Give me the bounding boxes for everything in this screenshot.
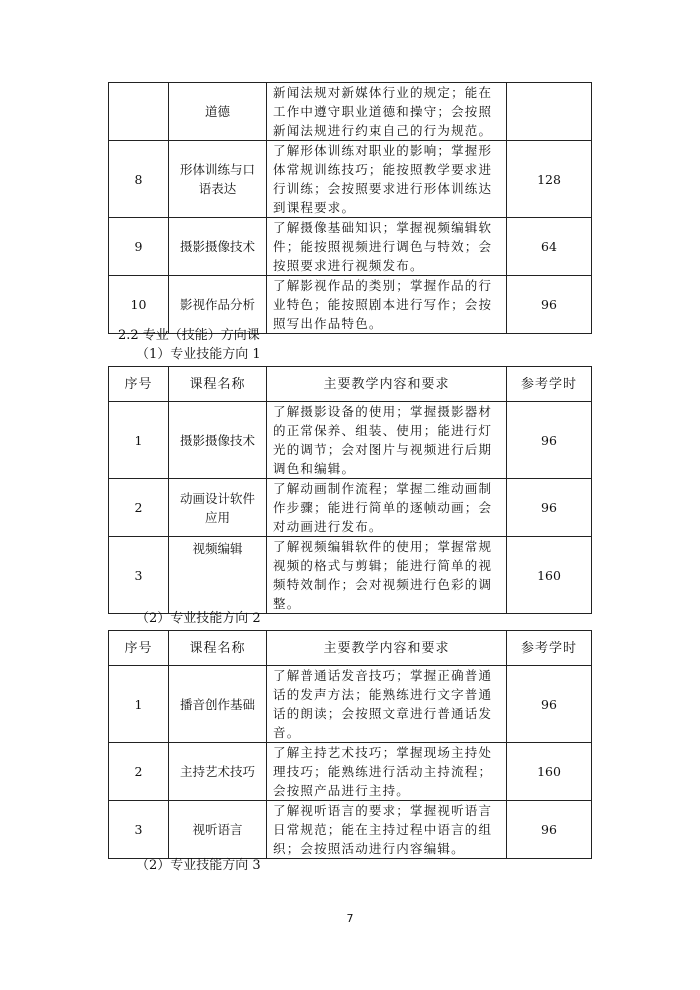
table-row [109, 276, 592, 334]
course-description: 了解主持艺术技巧；掌握现场主持处理技巧；能熟练进行活动主持流程；会按照产品进行主持。 [267, 743, 507, 801]
course-hours: 160 [507, 537, 592, 614]
course-name: 视频编辑 [169, 537, 267, 614]
course-description: 了解摄像基础知识；掌握视频编辑软件；能按照视频进行调色与特效；会按照要求进行视频发布。 [267, 218, 507, 276]
course-name: 摄影摄像技术 [169, 218, 267, 276]
table-row [109, 479, 592, 537]
course-name: 摄影摄像技术 [169, 402, 267, 479]
header-hours: 参考学时 [507, 631, 592, 666]
course-description: 了解摄影设备的使用；掌握摄影器材的正常保养、组装、使用；能进行灯光的调节；会对图片与视频进行后期调色和编辑。 [267, 402, 507, 479]
table-header-row [109, 631, 592, 666]
course-description: 了解视频编辑软件的使用；掌握常规视频的格式与剪辑；能进行简单的视频特效制作；会对视频进行色彩的调整。 [267, 537, 507, 614]
course-description: 了解普通话发音技巧；掌握正确普通话的发声方法；能熟练进行文字普通话的朗读；会按照文章进行普通话发音。 [267, 666, 507, 743]
direction-1-title: （1）专业技能方向 1 [136, 347, 261, 362]
course-name: 形体训练与口语表达 [169, 141, 267, 218]
table-row [109, 141, 592, 218]
table-row [109, 402, 592, 479]
course-name: 视听语言 [169, 801, 267, 859]
course-hours: 128 [507, 141, 592, 218]
course-description: 了解动画制作流程；掌握二维动画制作步骤；能进行简单的逐帧动画；会对动画进行发布。 [267, 479, 507, 537]
course-hours: 64 [507, 218, 592, 276]
row-number: 3 [109, 537, 169, 614]
course-name: 道德 [169, 83, 267, 141]
row-number: 2 [109, 479, 169, 537]
table-row [109, 743, 592, 801]
course-description: 了解影视作品的类别；掌握作品的行业特色；能按照剧本进行写作；会按照写出作品特色。 [267, 276, 507, 334]
direction-2-table [108, 630, 592, 859]
header-course-name: 课程名称 [169, 631, 267, 666]
course-hours: 96 [507, 666, 592, 743]
row-number: 10 [109, 276, 169, 334]
row-number: 3 [109, 801, 169, 859]
table-row [109, 801, 592, 859]
row-number: 1 [109, 666, 169, 743]
header-number: 序号 [109, 367, 169, 402]
course-hours: 96 [507, 479, 592, 537]
row-number [109, 83, 169, 141]
course-name: 影视作品分析 [169, 276, 267, 334]
course-description: 了解视听语言的要求；掌握视听语言日常规范；能在主持过程中语言的组织；会按照活动进行内容编辑。 [267, 801, 507, 859]
row-number: 2 [109, 743, 169, 801]
course-name: 主持艺术技巧 [169, 743, 267, 801]
course-hours: 160 [507, 743, 592, 801]
header-course-name: 课程名称 [169, 367, 267, 402]
section-heading: 2.2 专业（技能）方向课 [118, 328, 260, 343]
course-hours [507, 83, 592, 141]
table-row [109, 666, 592, 743]
course-name: 动画设计软件应用 [169, 479, 267, 537]
header-content: 主要教学内容和要求 [267, 367, 507, 402]
page-number: 7 [346, 912, 354, 925]
course-hours: 96 [507, 402, 592, 479]
header-number: 序号 [109, 631, 169, 666]
table-header-row [109, 367, 592, 402]
curriculum-table-continued [108, 82, 592, 334]
table-row [109, 537, 592, 614]
course-description: 了解形体训练对职业的影响；掌握形体常规训练技巧；能按照教学要求进行训练；会按照要求进行形体训练达到课程要求。 [267, 141, 507, 218]
course-name: 播音创作基础 [169, 666, 267, 743]
header-content: 主要教学内容和要求 [267, 631, 507, 666]
course-hours: 96 [507, 801, 592, 859]
direction-2-title: （2）专业技能方向 2 [136, 611, 261, 626]
row-number: 1 [109, 402, 169, 479]
direction-3-title: （2）专业技能方向 3 [136, 858, 261, 873]
row-number: 9 [109, 218, 169, 276]
table-row [109, 83, 592, 141]
direction-1-table [108, 366, 592, 614]
table-row [109, 218, 592, 276]
header-hours: 参考学时 [507, 367, 592, 402]
course-hours: 96 [507, 276, 592, 334]
row-number: 8 [109, 141, 169, 218]
course-description: 新闻法规对新媒体行业的规定；能在工作中遵守职业道德和操守；会按照新闻法规进行约束自己的行为规范。 [267, 83, 507, 141]
